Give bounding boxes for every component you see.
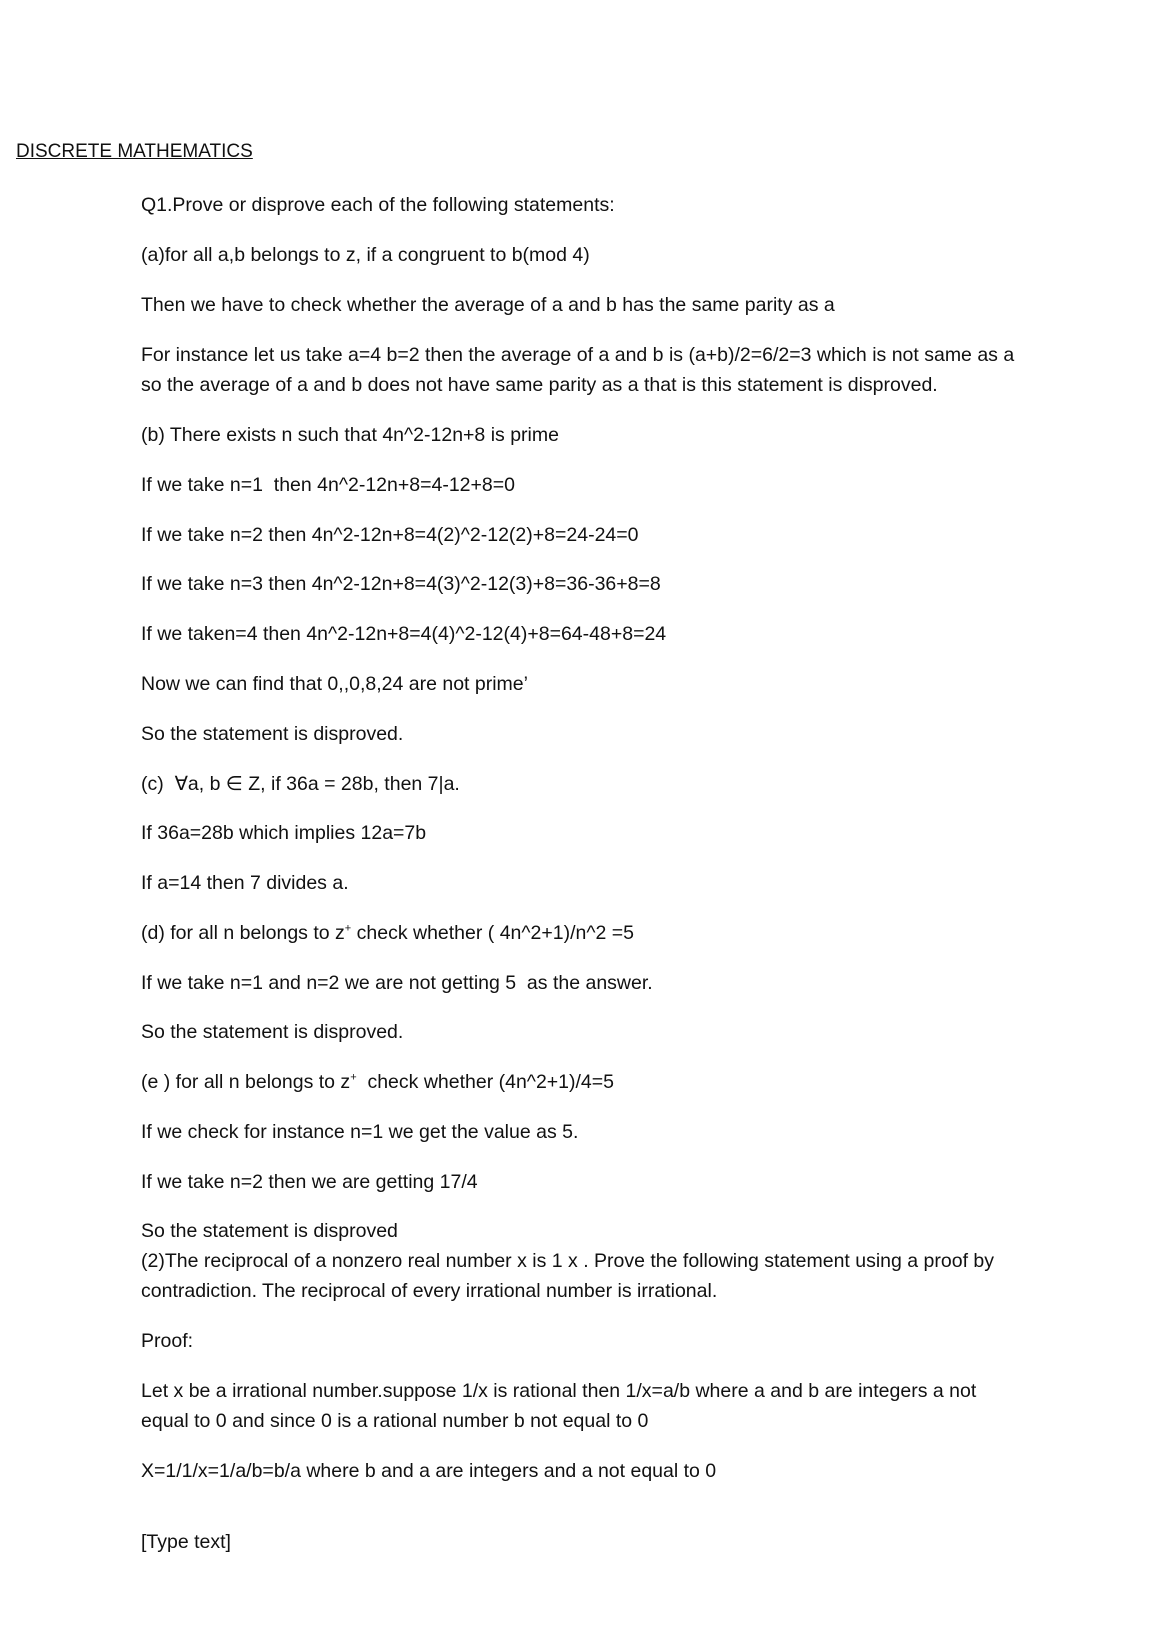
q2-proof-step2: X=1/1/x=1/a/b=b/a where b and a are integers and a not equal to 0 (141, 1460, 717, 1482)
q2-proof-label: Proof: (141, 1330, 194, 1352)
q1b-conclusion: So the statement is disproved. (141, 723, 404, 745)
q2-proof-step1: Let x be a irrational number.suppose 1/x is rational then 1/x=a/b where a and b are integers a not equal to 0 and since 0 is a rational number b not equal to 0 (141, 1380, 982, 1432)
q1d-statement-before: (d) for all n belongs to z (141, 922, 345, 944)
superscript-plus: + (344, 922, 352, 935)
q1b-n2: If we take n=2 then 4n^2-12n+8=4(2)^2-12(2)+8=24-24=0 (141, 524, 639, 546)
q1d-check: If we take n=1 and n=2 we are not getting 5 as the answer. (141, 972, 653, 994)
q1e-statement-after: check whether (4n^2+1)/4=5 (356, 1071, 615, 1093)
q1a-statement: (a)for all a,b belongs to z, if a congruent to b(mod 4) (141, 244, 590, 266)
superscript-plus: + (350, 1071, 357, 1084)
document-title: DISCRETE MATHEMATICS (16, 141, 253, 162)
q1e-conclusion: So the statement is disproved (141, 1220, 398, 1242)
q1b-statement: (b) There exists n such that 4n^2-12n+8 is prime (141, 424, 559, 446)
q2-statement: (2)The reciprocal of a nonzero real number x is 1 x . Prove the following statement using a proof by contradiction. The reciprocal of every irrational number is irrational. (141, 1250, 1000, 1302)
q1a-check: Then we have to check whether the average of a and b has the same parity as a (141, 294, 835, 316)
q1b-n4: If we taken=4 then 4n^2-12n+8=4(4)^2-12(4)+8=64-48+8=24 (141, 623, 667, 645)
q1e-statement (141, 1067, 1021, 1097)
q1e-n2: If we take n=2 then we are getting 17/4 (141, 1171, 478, 1193)
q1b-n3: If we take n=3 then 4n^2-12n+8=4(3)^2-12(3)+8=36-36+8=8 (141, 573, 661, 595)
q1-heading: Q1.Prove or disprove each of the following statements: (141, 194, 615, 216)
q1b-n1: If we take n=1 then 4n^2-12n+8=4-12+8=0 (141, 474, 515, 496)
q1e-n1: If we check for instance n=1 we get the value as 5. (141, 1121, 579, 1143)
q1a-counterexample: For instance let us take a=4 b=2 then the average of a and b is (a+b)/2=6/2=3 which is not same as a so the average of a and b does not have same parity as a that is this statement is disproved. (141, 344, 1020, 396)
q1c-conclusion: If a=14 then 7 divides a. (141, 872, 349, 894)
q1d-statement-after: check whether ( 4n^2+1)/n^2 =5 (351, 922, 635, 944)
q1e-statement-before: (e ) for all n belongs to z (141, 1071, 351, 1093)
footer-placeholder: [Type text] (141, 1531, 231, 1553)
q1b-observation: Now we can find that 0,,0,8,24 are not prime’ (141, 673, 528, 695)
q1c-implication: If 36a=28b which implies 12a=7b (141, 822, 427, 844)
q1d-conclusion: So the statement is disproved. (141, 1021, 404, 1043)
q1c-statement: (c) ∀a, b ∈ Z, if 36a = 28b, then 7|a. (141, 773, 460, 795)
q1d-statement (141, 918, 1021, 948)
